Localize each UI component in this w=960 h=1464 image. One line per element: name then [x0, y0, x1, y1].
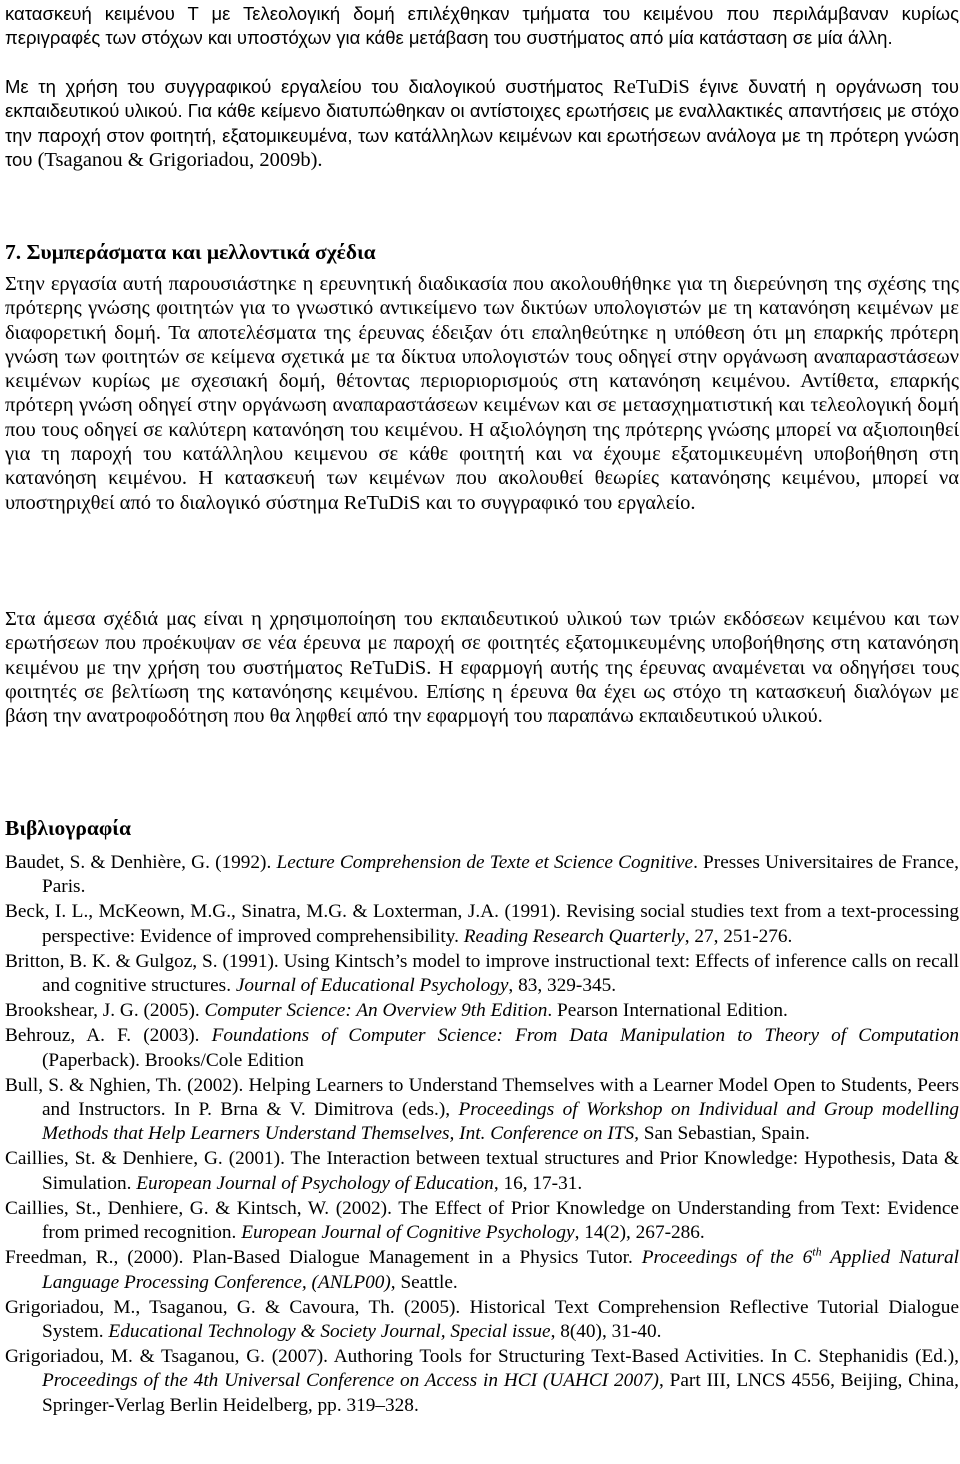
system-name-retudis: ReTuDiS: [613, 76, 690, 98]
intro-p2-text-c: έγινε δυνατή η οργάνωση του εκπαιδευτικού υλικού. Για κάθε κείμενο διατυπώθηκαν οι αντίστοιχες ερωτήσεις με εναλλακτικές απαντήσεις με στόχο την παροχή στον φοιτητή, εξατομικευμένα, των κατάλληλων κειμένων και ερωτήσεων ανάλογα με τη πρότερη γνώση του: [5, 76, 959, 170]
section-7-heading: 7. Συμπεράσματα και μελλοντικά σχέδια: [5, 240, 376, 264]
intro-p2-text-a: Με τη χρήση του συγγραφικού εργαλείου του διαλογικού συστήματος: [5, 76, 614, 97]
reference-item: Caillies, St., Denhiere, G. & Kintsch, W. (2002). The Effect of Prior Knowledge on Understanding from Text: Evidence from primed recognition. European Journal of Cognitive Psychology, 14(2), 267-286.: [5, 1197, 959, 1244]
section-7-paragraph-2: [5, 607, 959, 728]
reference-item: Behrouz, A. F. (2003). Foundations of Computer Science: From Data Manipulation to Theory of Computation (Paperback). Brooks/Cole Edition: [5, 1025, 959, 1071]
reference-item: Baudet, S. & Denhière, G. (1992). Lecture Comprehension de Texte et Science Cognitive. Presses Universitaires de France, Paris.: [5, 852, 959, 898]
intro-paragraph-1: [5, 2, 959, 51]
section-7-paragraph-2-text: Στα άμεσα σχέδιά μας είναι η χρησιμοποίηση του εκπαιδευτικού υλικού των τριών εκδόσεων κειμένου και των ερωτήσεων που προέκυψαν σε νέα έρευνα με παροχή σε φοιτητές εξατομικευμένης υποβοήθησης στη κατανόηση κειμένου με την χρήση του συστήματος ReTuDiS. Η εφαρμογή αυτής της έρευνας αναμένεται να οδηγήσει τους φοιτητές σε βελτίωση της κατανόησης κειμένου. Επίσης η έρευνα θα έχει ως στόχο τη κατασκευή διαλόγων με βάση την ανατροφοδότηση που θα ληφθεί από την εφαρμογή του παραπάνω εκπαιδευτικού υλικού.: [5, 608, 959, 728]
reference-item: Brookshear, J. G. (2005). Computer Science: An Overview 9th Edition. Pearson International Edition.: [5, 1000, 788, 1022]
reference-list: [5, 851, 959, 1419]
reference-item: Caillies, St. & Denhiere, G. (2001). The Interaction between textual structures and Prior Knowledge: Hypothesis, Data & Simulation. European Journal of Psychology of Education, 16, 17-31.: [5, 1148, 959, 1194]
reference-item: Bull, S. & Nghien, Th. (2002). Helping Learners to Understand Themselves with a Learner Model Open to Students, Peers and Instructors. In P. Brna & V. Dimitrova (eds.), Proceedings of Workshop on Individual and Group modelling Methods that Help Learners Understand Themselves, Int. Conference on ITS, San Sebastian, Spain.: [5, 1074, 960, 1145]
reference-item: Beck, I. L., McKeown, M.G., Sinatra, M.G. & Loxterman, J.A. (1991). Revising social studies text from a text-processing perspective: Evidence of improved comprehensibility. Reading Research Quarterly, 27, 251-276.: [5, 901, 959, 947]
section-7-paragraph-1-text: Στην εργασία αυτή παρουσιάστηκε η ερευνητική διαδικασία που ακολουθήθηκε για τη διερεύνηση της σχέσης της πρότερης γνώσης φοιτητών για το γνωστικό αντικείμενο των δικτύων υπολογιστών με τη κατανόηση κειμένων με διαφορετική δομή. Τα αποτελέσματα της έρευνας έδειξαν ότι επαληθεύτηκε η υπόθεση ότι μη επαρκής πρότερη γνώση των φοιτητών σε κείμενα σχετικά με τα δίκτυα υπολογιστών τους οδηγεί στην οργάνωση αναπαραστάσεων κειμένων κυρίως με σχεσιακή δομή, θέτοντας περιοριορισμούς στη κατανόηση κειμένου. Αντίθετα, επαρκής πρότερη γνώση οδηγεί στην οργάνωση αναπαραστάσεων κειμένων και σε μετασχηματιστική και τελεολογική δομή που τους οδηγεί σε καλύτερη κατανόηση του κειμένου. Η αξιολόγηση της πρότερης γνώσης μπορεί να αξιοποιηθεί για τη παροχή του κατάλληλου κειμενου σε κάθε φοιτητή και να έχουμε εξατομικευμένη υποβοήθηση στη κατανόηση κειμένου. Η κατασκευή των κειμένων που ακολουθεί θεωρίες κατανόησης κειμένου, μπορεί να υποστηριχθεί από το διαλογικό σύστημα ReTuDiS και το συγγραφικό του εργαλείο.: [5, 273, 959, 514]
intro-paragraph-1-text: κατασκευή κειμένου Τ με Τελεολογική δομή επιλέχθηκαν τμήματα του κειμένου που περιλάμβαναν κυρίως περιγραφές των στόχων και υποστόχων για κάθε μετάβαση του συστήματος από μία κατάσταση σε μία άλλη.: [5, 3, 959, 49]
reference-item: Grigoriadou, M., Tsaganou, G. & Cavoura, Th. (2005). Historical Text Comprehension Reflective Tutorial Dialogue System. Educational Technology & Society Journal, Special issue, 8(40), 31-40.: [5, 1296, 959, 1343]
intro-paragraph-2: [5, 75, 959, 172]
reference-item: Britton, B. K. & Gulgoz, S. (1991). Using Kintsch’s model to improve instructional text: Effects of inference calls on recall and cognitive structures. Journal of Educational Psychology, 83, 329-345.: [5, 950, 959, 997]
section-7-paragraph-1: [5, 272, 959, 515]
reference-item: Freedman, R., (2000). Plan-Based Dialogue Management in a Physics Tutor. Proceedings of the 6th Applied Natural Language Processing Conference, (ANLP00), Seattle.: [5, 1244, 960, 1293]
bibliography-heading: Βιβλιογραφία: [5, 816, 131, 840]
reference-item: Grigoriadou, M. & Tsaganou, G. (2007). Authoring Tools for Structuring Text-Based Activities. In C. Stephanidis (Ed.), Proceedings of the 4th Universal Conference on Access in HCI (UAHCI 2007), Part III, LNCS 4556, Beijing, China, Springer-Verlag Berlin Heidelberg, pp. 319–328.: [5, 1346, 959, 1416]
intro-p2-citation: (Tsaganou & Grigoriadou, 2009b).: [37, 148, 323, 171]
